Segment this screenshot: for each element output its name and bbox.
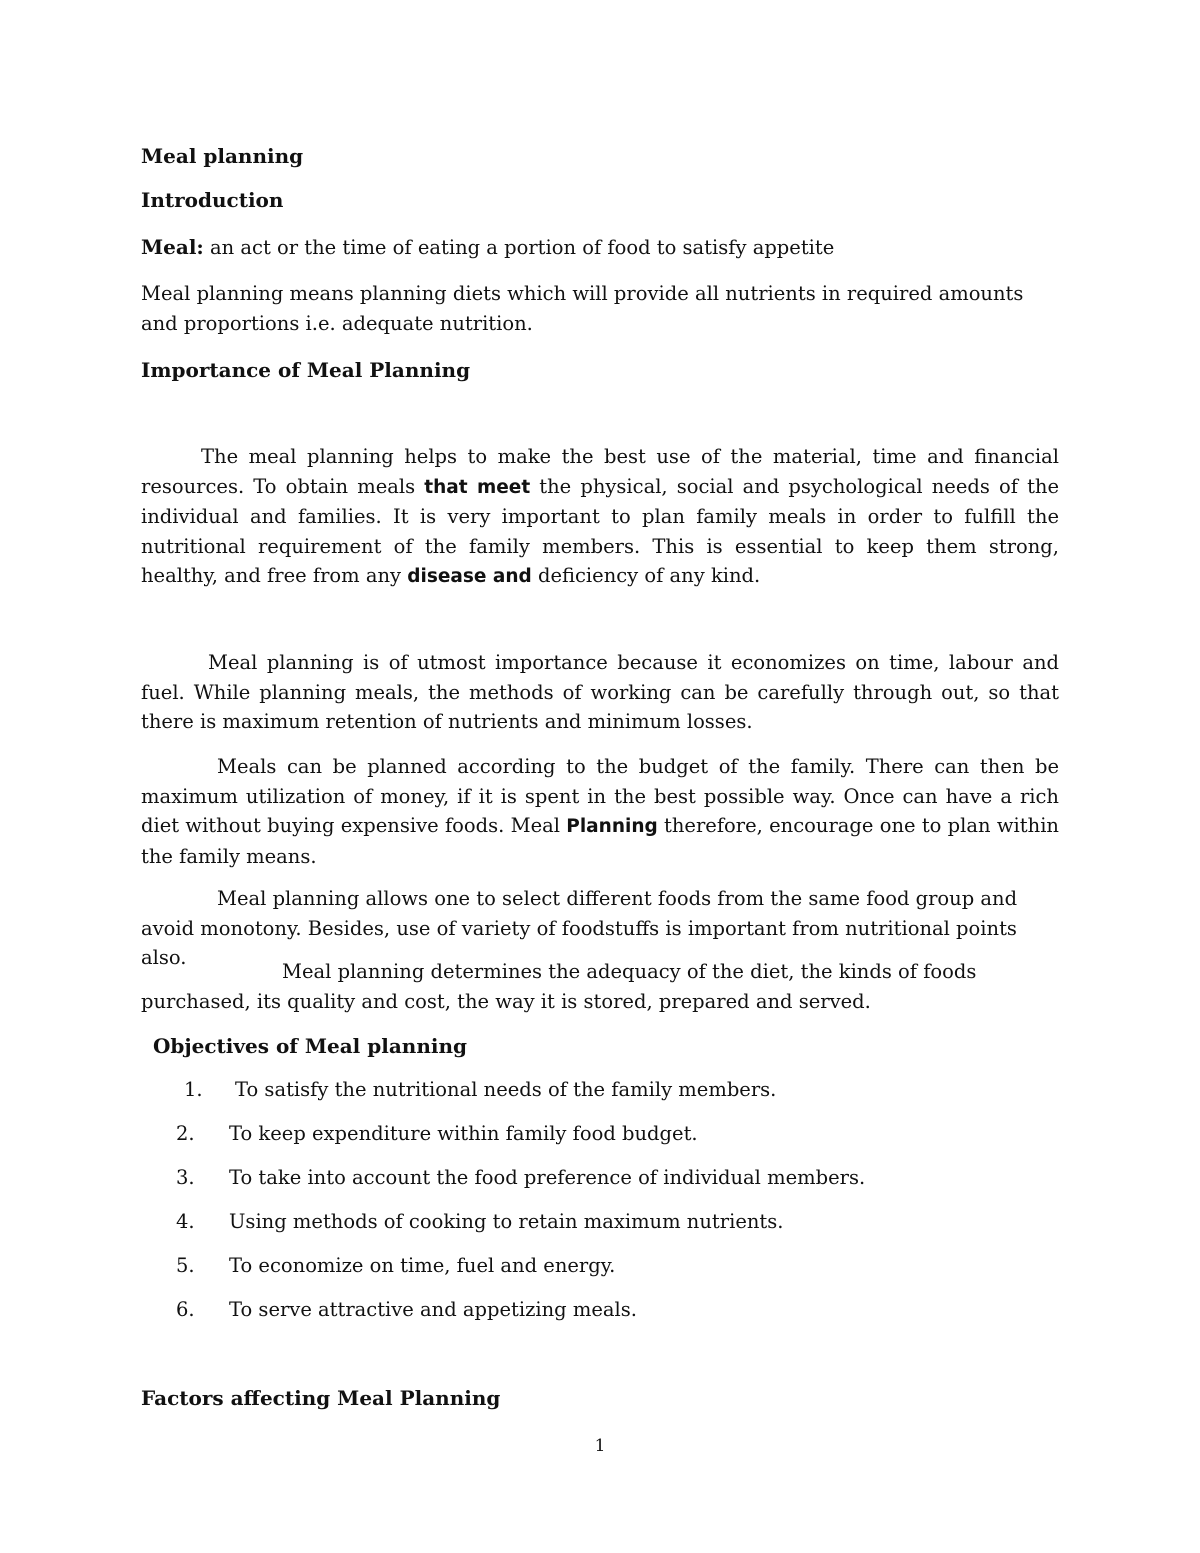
- para1-bold-that-meet: that meet: [424, 476, 531, 498]
- para1-bold-disease-and: disease and: [407, 566, 532, 587]
- list-item-number: 6.: [176, 1298, 195, 1321]
- list-item-text: To economize on time, fuel and energy.: [229, 1254, 616, 1277]
- para3-text-a: Meals can be planned according to the budget of the family. There can then be maximum utilization of money, if it is spent in the best possible way. Once can have a rich diet without buying expensive foods. Meal: [141, 755, 1059, 837]
- list-item-number: 4.: [176, 1210, 195, 1233]
- list-item-text: To serve attractive and appetizing meals.: [229, 1298, 637, 1321]
- list-item-number: 5.: [176, 1254, 195, 1277]
- para3-bold-planning: Planning: [566, 816, 658, 837]
- page-number: 1: [594, 1436, 606, 1456]
- importance-paragraph-1: [141, 442, 1059, 592]
- objectives-heading: Objectives of Meal planning: [153, 1034, 467, 1058]
- importance-paragraph-3: [141, 752, 1059, 871]
- importance-paragraph-4: Meal planning allows one to select different foods from the same food group and avoid monotony. Besides, use of variety of foodstuffs is important from nutritional points also.: [141, 887, 1018, 969]
- list-item-number: 1.: [184, 1078, 203, 1101]
- meal-definition-text: an act or the time of eating a portion of food to satisfy appetite: [203, 236, 835, 259]
- importance-heading: Importance of Meal Planning: [141, 358, 471, 382]
- importance-paragraph-2: Meal planning is of utmost importance because it economizes on time, labour and fuel. While planning meals, the methods of working can be carefully through out, so that there is maximum retention of nutrients and minimum losses.: [141, 651, 1059, 733]
- list-item-text: To satisfy the nutritional needs of the family members.: [235, 1078, 777, 1101]
- intro-heading: Introduction: [141, 188, 284, 212]
- list-item-text: To take into account the food preference of individual members.: [229, 1166, 866, 1189]
- list-item-text: To keep expenditure within family food budget.: [229, 1122, 698, 1145]
- factors-heading: Factors affecting Meal Planning: [141, 1386, 501, 1410]
- meal-definition: [141, 233, 1059, 263]
- para1-text-c: the physical, social and psychological needs of the individual and families. It is very important to plan family meals in order to fulfill the nutritional requirement of the family members. This is essential to keep them strong, healthy, and free from any: [141, 474, 1060, 587]
- list-item-text: Using methods of cooking to retain maximum nutrients.: [229, 1210, 784, 1233]
- meal-planning-definition: Meal planning means planning diets which will provide all nutrients in required amounts and proportions i.e. adequate nutrition.: [141, 282, 1024, 335]
- para1-text-e: deficiency of any kind.: [531, 564, 761, 587]
- document-title: Meal planning: [141, 144, 304, 168]
- importance-paragraph-5: Meal planning determines the adequacy of the diet, the kinds of foods purchased, its quality and cost, the way it is stored, prepared and served.: [141, 960, 977, 1013]
- list-item-number: 3.: [176, 1166, 195, 1189]
- para3-text-c: therefore, encourage one to plan within the family means.: [141, 814, 1059, 868]
- list-item-number: 2.: [176, 1122, 195, 1145]
- meal-term: Meal:: [141, 235, 204, 259]
- para1-text-a: The meal planning helps to make the best use of the material, time and financial resources. To obtain meals: [141, 445, 1059, 498]
